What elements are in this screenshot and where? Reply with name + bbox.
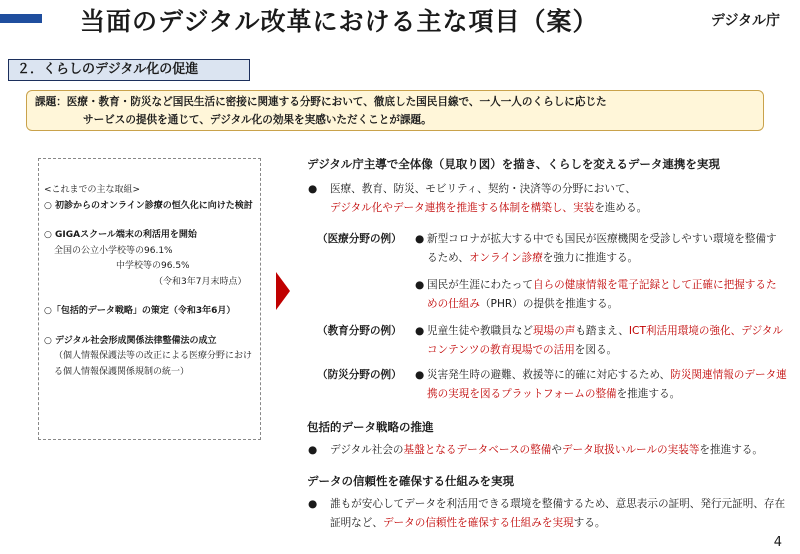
- organization-label: デジタル庁: [710, 13, 780, 29]
- highlight-text: 基盤となるデータベースの整備: [403, 444, 552, 456]
- highlight-text: オンライン診療: [468, 252, 543, 264]
- highlight-text: デジタル化やデータ連携を推進する体制を構築し、実装: [330, 202, 595, 214]
- bullet-item: [307, 180, 787, 218]
- text-span: （PHR）の提供を推進する。: [479, 298, 619, 310]
- text-span: デジタル社会の: [330, 444, 404, 456]
- medical-tag: （医療分野の例）: [317, 233, 402, 245]
- title-accent-bar: [0, 14, 42, 23]
- bullet-item: [307, 441, 787, 460]
- text-span: を推進する。: [699, 444, 763, 456]
- initiative-item: ○ デジタル社会形成関係法律整備法の成立: [44, 335, 217, 346]
- bullet-icon: ●: [308, 444, 318, 456]
- highlight-text: ICT利活用環境の強化、デジタルコンテンツの教育現場での活用: [427, 325, 783, 356]
- text-span: を図る。: [574, 344, 618, 356]
- highlight-text: 自らの健康情報を電子記録として正確に把握するための仕組み: [427, 279, 777, 310]
- right-arrow-icon: [276, 272, 290, 310]
- text-span: する。: [573, 517, 606, 529]
- initiative-item: ○「包括的データ戦略」の策定（令和3年6月）: [44, 306, 236, 316]
- initiative-detail: 中学校等の96.5%: [116, 261, 190, 271]
- initiative-detail: （個人情報保護法等の改正による医療分野における個人情報保護関係規制の統一）: [54, 351, 253, 377]
- education-example: [307, 322, 787, 360]
- issue-line-2: サービスの提供を通じて、デジタル化の効果を実感いただくことが課題。: [83, 114, 432, 126]
- highlight-text: 現場の声: [532, 325, 576, 337]
- page-number: 4: [773, 535, 782, 550]
- issue-line-1: 課題：医療・教育・防災など国民生活に密接に関連する分野において、徹底した国民目線で、一人一人のくらしに応じた: [35, 96, 607, 108]
- highlight-text: 防災関連情報のデータ連携の実現を図るプラットフォームの整備: [427, 369, 787, 400]
- disaster-tag: （防災分野の例）: [317, 369, 402, 381]
- section-heading: ２．くらしのデジタル化の促進: [8, 59, 250, 81]
- text-span: 新型コロナが拡大する中でも国民が医療機関を受診しやすい環境を整備するため、: [427, 233, 777, 264]
- past-initiatives-heading: <これまでの主な取組>: [44, 185, 141, 195]
- initiative-item: ○ GIGAスクール端末の利活用を開始: [44, 230, 197, 240]
- bullet-icon: ●: [308, 183, 318, 195]
- bullet-icon: ●: [308, 498, 318, 510]
- bullet-icon: ●: [415, 279, 425, 291]
- initiative-detail: （令和3年7月末時点）: [154, 276, 247, 287]
- bullet-icon: ●: [415, 369, 425, 381]
- text-span: 災害発生時の避難、救援等に的確に対応するため、: [427, 369, 671, 381]
- text-span: 医療、教育、防災、モビリティ、契約・決済等の分野において、: [330, 183, 636, 195]
- disaster-example: [307, 366, 787, 404]
- text-span: を推進する。: [616, 388, 681, 400]
- highlight-text: データの信頼性を確保する仕組みを実現: [382, 517, 574, 529]
- bullet-item: [307, 495, 787, 533]
- initiatives-panel: [307, 155, 787, 533]
- education-tag: （教育分野の例）: [317, 325, 402, 337]
- page-title: 当面のデジタル改革における主な項目（案）: [80, 7, 599, 36]
- section2-heading: 包括的データ戦略の推進: [307, 420, 434, 434]
- text-span: を進める。: [594, 202, 648, 214]
- section1-heading: デジタル庁主導で全体像（見取り図）を描き、くらしを変えるデータ連携を実現: [307, 157, 720, 171]
- text-span: も踏まえ、: [575, 325, 629, 337]
- text-span: を強力に推進する。: [542, 252, 639, 264]
- issue-box: [26, 90, 764, 131]
- initiative-item: ○ 初診からのオンライン診療の恒久化に向けた検討: [44, 200, 253, 211]
- text-span: 誰もが安心してデータを利活用できる環境を整備するため、意思表示の証明、発行元証明、存在証明など、: [330, 498, 786, 529]
- text-span: 児童生徒や教職員など: [427, 325, 533, 337]
- bullet-icon: ●: [415, 325, 425, 337]
- past-initiatives-panel: [38, 158, 261, 440]
- text-span: 国民が生涯にわたって: [427, 279, 533, 291]
- initiative-detail: 全国の公立小学校等の96.1%: [54, 245, 173, 256]
- highlight-text: データ取扱いルールの実装等: [561, 444, 700, 456]
- section3-heading: データの信頼性を確保する仕組みを実現: [307, 474, 514, 488]
- medical-example: [307, 230, 787, 314]
- text-span: や: [551, 444, 562, 456]
- bullet-icon: ●: [415, 233, 425, 245]
